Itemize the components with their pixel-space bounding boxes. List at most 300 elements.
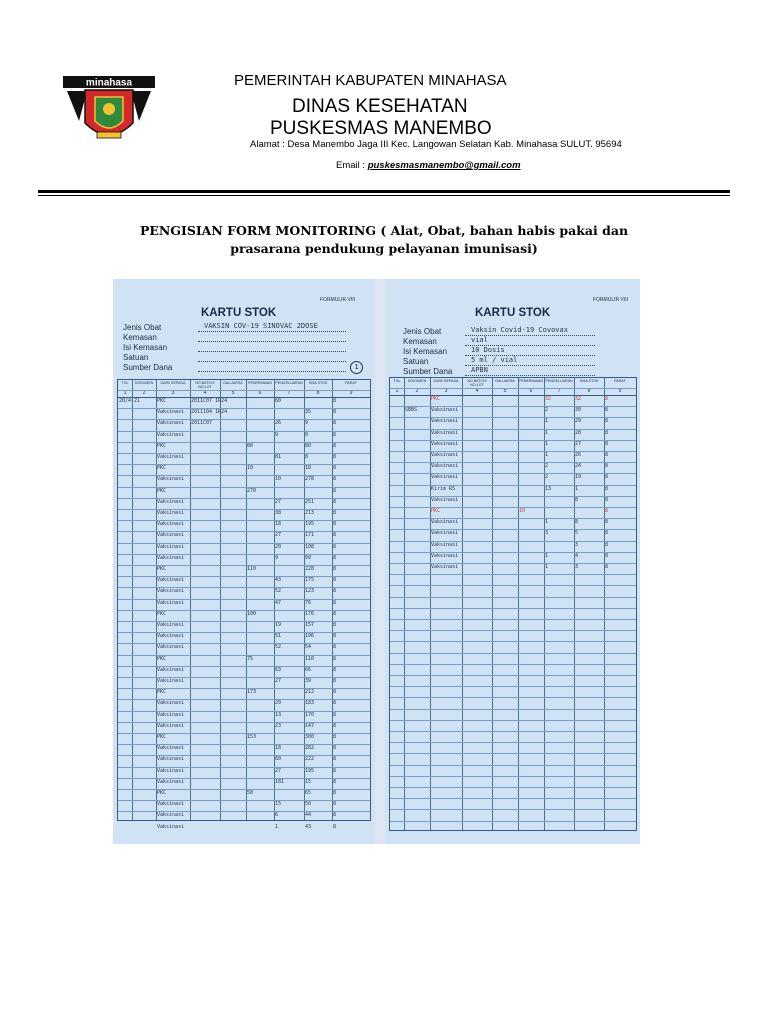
table-cell: 222 — [305, 756, 315, 763]
row-divider — [390, 776, 636, 777]
form-code: FORMULIR VIII — [320, 297, 356, 303]
table-cell: 8 — [575, 519, 579, 526]
table-cell: 8 — [333, 801, 337, 808]
table-cell: 100 — [247, 610, 257, 617]
table-cell: Kirim RS — [431, 485, 456, 492]
table-cell: 183 — [305, 700, 315, 707]
table-cell: 20/4-21 — [119, 398, 141, 404]
field-label: Jenis Obat — [123, 323, 162, 332]
table-cell: 8 — [333, 756, 337, 763]
header-divider — [390, 388, 636, 389]
table-cell: 8 — [333, 577, 337, 584]
table-cell: PKC — [157, 465, 167, 472]
column-number: 5 — [231, 390, 235, 396]
table-cell: 10 — [275, 476, 282, 483]
column-number: 1 — [123, 390, 127, 396]
table-cell: 8 — [333, 711, 337, 718]
email-label: Email : — [336, 160, 368, 171]
table-cell: 8 — [605, 485, 609, 492]
table-cell: 8 — [333, 465, 337, 472]
table-cell: 8 — [333, 442, 337, 449]
table-cell: 8 — [333, 790, 337, 796]
table-cell: 18 — [305, 465, 312, 472]
table-cell: Vaksinasi — [431, 519, 459, 526]
email-address[interactable]: puskesmasmanembo@gmail.com — [367, 160, 521, 171]
row-divider — [390, 742, 636, 743]
field-value: APBN — [471, 366, 488, 374]
table-cell: Vaksinasi — [157, 454, 185, 460]
table-cell: PKC — [157, 610, 167, 617]
table-cell: PKC — [157, 398, 167, 404]
table-cell: Vaksinasi — [431, 496, 459, 503]
table-cell: 173 — [247, 689, 257, 696]
table-cell: 8 — [605, 429, 609, 436]
table-cell: 110 — [305, 655, 315, 662]
column-divider — [492, 378, 493, 830]
row-divider — [390, 821, 636, 822]
table-cell: Vaksinasi — [431, 530, 459, 537]
field-line — [465, 375, 595, 376]
table-cell: 8 — [333, 655, 337, 662]
table-cell: 8 — [333, 812, 337, 819]
table-cell: 123 — [305, 588, 315, 595]
column-number: 6 — [529, 388, 533, 394]
row-divider — [390, 585, 636, 586]
table-cell: 13 — [275, 711, 282, 718]
table-cell: 171 — [305, 532, 315, 539]
column-header: DALUARSA — [495, 379, 515, 383]
table-cell: Vaksinasi — [157, 644, 185, 651]
column-header: DARI/ KEPADA — [433, 379, 459, 383]
table-cell: Vaksinasi — [431, 541, 459, 548]
field-line — [198, 351, 346, 352]
table-cell: 8 — [305, 454, 309, 460]
table-cell: Vaksinasi — [157, 778, 185, 785]
row-divider — [390, 619, 636, 620]
field-label: Sumber Dana — [123, 363, 173, 372]
table-cell: 195 — [305, 521, 315, 528]
table-cell: 10 — [519, 508, 526, 514]
table-cell: Vaksinasi — [157, 812, 185, 819]
table-cell: 8 — [333, 823, 337, 830]
table-cell: 76 — [305, 599, 312, 606]
row-divider — [390, 787, 636, 788]
table-cell: 26 — [575, 452, 582, 458]
table-cell: Vaksinasi — [157, 532, 185, 539]
table-cell: 1 — [545, 564, 549, 570]
facility-name: PUSKESMAS MANEMBO — [270, 118, 492, 139]
table-cell: 170 — [305, 711, 315, 718]
field-line — [198, 341, 346, 342]
table-cell: 4 — [575, 552, 579, 559]
column-number: 6 — [258, 390, 262, 396]
column-number: 4 — [475, 388, 479, 394]
row-divider — [390, 507, 636, 508]
field-label: Satuan — [403, 357, 429, 366]
stock-card-right — [385, 279, 640, 844]
column-header: PARAF — [614, 379, 626, 383]
table-cell: 8 — [333, 599, 337, 606]
table-cell: 8 — [333, 543, 337, 550]
facility-address: Alamat : Desa Manembo Jaga III Kec. Langowan Selatan Kab. Minahasa SULUT. 95694 — [250, 139, 622, 150]
table-cell: 6 — [275, 812, 279, 819]
table-cell: 110 — [247, 566, 257, 572]
table-cell: Vaksinasi — [157, 543, 185, 550]
column-number: 8 — [587, 388, 591, 394]
table-cell: 8 — [605, 552, 609, 559]
table-cell: 0 — [305, 431, 309, 438]
table-cell: 8 — [333, 420, 337, 427]
field-value: 5 ml / vial — [471, 356, 518, 364]
stock-table — [389, 377, 637, 831]
row-divider — [390, 753, 636, 754]
column-header: PENERIMAAN — [248, 381, 272, 385]
table-cell: 8 — [333, 767, 337, 774]
column-divider — [462, 378, 463, 830]
table-cell: PKC — [157, 790, 167, 796]
table-cell: 8 — [605, 519, 609, 526]
table-cell: Vaksinasi — [157, 666, 185, 673]
table-cell: Vaksinasi — [431, 440, 459, 447]
table-cell: 300 — [305, 734, 315, 740]
table-cell: 35 — [305, 409, 312, 416]
table-cell: 2 — [545, 463, 549, 470]
table-cell: Vaksinasi — [157, 510, 185, 516]
row-divider — [390, 686, 636, 687]
column-header: PENGELUARAN — [275, 381, 303, 385]
column-divider — [404, 378, 405, 830]
table-cell: 9 — [275, 431, 279, 438]
table-cell: Vaksinasi — [157, 554, 185, 561]
table-cell: 8 — [333, 398, 337, 404]
table-cell: 278 — [305, 476, 315, 483]
table-cell: 19 — [275, 622, 282, 628]
table-cell: 8 — [333, 454, 337, 460]
table-cell: 29 — [575, 418, 582, 425]
table-cell: PKC — [157, 566, 167, 572]
table-cell: 8 — [333, 633, 337, 640]
table-cell: 81 — [275, 454, 282, 460]
form-code: FORMULIR VIII — [593, 297, 629, 303]
column-header: TGL — [121, 381, 129, 385]
table-cell: 63 — [275, 666, 282, 673]
table-cell: 38 — [275, 510, 282, 516]
table-cell: Vaksinasi — [157, 801, 185, 808]
table-cell: 270 — [247, 487, 257, 494]
table-cell: 8 — [333, 532, 337, 539]
table-cell: Vaksinasi — [157, 767, 185, 774]
table-cell: 8 — [333, 678, 337, 684]
row-divider — [390, 630, 636, 631]
table-cell: 3 — [545, 530, 549, 537]
table-cell: 32 — [575, 396, 582, 402]
table-cell: 8 — [605, 496, 609, 503]
table-cell: 228 — [305, 566, 315, 572]
field-label: Isi Kemasan — [123, 343, 168, 352]
table-cell: Vaksinasi — [157, 498, 185, 505]
column-divider — [190, 380, 191, 820]
table-cell: 8 — [605, 474, 609, 481]
table-cell: SBBS — [405, 407, 418, 414]
row-divider — [390, 641, 636, 642]
column-number: 7 — [287, 390, 291, 396]
column-header: NO.BATCH/ NO.LOT — [467, 379, 487, 387]
logo-text: minahasa — [85, 77, 133, 89]
stock-card-left — [113, 279, 375, 844]
row-divider — [390, 765, 636, 766]
table-cell: 28 — [575, 429, 582, 436]
table-cell: 3 — [575, 541, 579, 548]
table-cell: 8 — [333, 722, 337, 729]
table-cell: Vaksinasi — [157, 711, 185, 718]
column-divider — [220, 380, 221, 820]
column-header: TGL — [393, 379, 401, 383]
table-cell: 99 — [305, 554, 312, 561]
table-cell: 2011104 1R24 — [191, 409, 228, 416]
table-cell: 8 — [333, 554, 337, 561]
table-cell: 2 — [545, 474, 549, 481]
column-header: DOKUMEN — [407, 379, 427, 383]
table-cell: 8 — [333, 510, 337, 516]
column-number: 2 — [142, 390, 146, 396]
field-label: Jenis Obat — [403, 327, 442, 336]
table-cell: 157 — [305, 622, 315, 628]
column-header: SISA STOK — [308, 381, 328, 385]
department-name: DINAS KESEHATAN — [292, 96, 468, 117]
table-cell: 2011C07 1R24 — [191, 398, 228, 404]
table-cell: 8 — [333, 644, 337, 651]
row-divider — [390, 731, 636, 732]
table-cell: PKC — [157, 734, 167, 740]
table-cell: 8 — [605, 508, 609, 514]
table-cell: Vaksinasi — [431, 552, 459, 559]
table-cell: 195 — [305, 767, 315, 774]
table-cell: 52 — [275, 588, 282, 595]
row-divider — [390, 709, 636, 710]
table-cell: 1 — [545, 418, 549, 425]
table-cell: 9 — [305, 420, 309, 427]
table-cell: 43 — [275, 577, 282, 584]
table-cell: 8 — [333, 409, 337, 416]
table-cell: Vaksinasi — [157, 588, 185, 595]
field-value: Vaksin Covid-19 Covovax — [471, 326, 568, 334]
table-cell: 8 — [605, 541, 609, 548]
table-cell: Vaksinasi — [431, 564, 459, 570]
table-cell: 108 — [305, 543, 315, 550]
table-cell: 13 — [545, 485, 552, 492]
table-cell: 65 — [305, 790, 312, 796]
table-cell: 8 — [605, 407, 609, 414]
table-cell: Vaksinasi — [157, 633, 185, 640]
card-title: KARTU STOK — [201, 307, 277, 319]
field-value: vial — [471, 336, 488, 344]
table-cell: Vaksinasi — [157, 745, 185, 752]
column-header: PARAF — [345, 381, 357, 385]
table-cell: 8 — [333, 487, 337, 494]
table-cell: Vaksinasi — [157, 599, 185, 606]
table-cell: 8 — [333, 622, 337, 628]
table-cell: 251 — [305, 498, 315, 505]
table-cell: 39 — [305, 678, 312, 684]
field-label: Kemasan — [123, 333, 157, 342]
table-cell: 24 — [575, 463, 582, 470]
table-cell: 8 — [333, 566, 337, 572]
field-label: Satuan — [123, 353, 149, 362]
field-value: VAKSIN COV-19 SINOVAC 2DOSE — [204, 322, 318, 330]
table-cell: 66 — [305, 666, 312, 673]
table-cell: 8 — [605, 396, 609, 402]
stock-card-photo — [113, 279, 640, 844]
table-cell: 2011C07 — [191, 420, 213, 427]
table-cell: 1 — [545, 552, 549, 559]
table-cell: 8 — [605, 452, 609, 458]
row-divider — [390, 574, 636, 575]
table-cell: PKC — [157, 689, 167, 696]
table-cell: 54 — [305, 644, 312, 651]
table-cell: 30 — [575, 407, 582, 414]
column-number: 8 — [316, 390, 320, 396]
table-cell: 181 — [275, 778, 285, 785]
field-line — [198, 331, 346, 332]
table-cell: 8 — [333, 666, 337, 673]
stock-table — [117, 379, 371, 830]
table-cell: 80 — [247, 442, 254, 449]
table-cell: 8 — [333, 498, 337, 505]
table-cell: Vaksinasi — [157, 700, 185, 707]
table-cell: 15 — [275, 801, 282, 808]
column-header: SISA STOK — [579, 379, 599, 383]
table-cell: Vaksinasi — [431, 429, 459, 436]
table-cell: Vaksinasi — [431, 407, 459, 414]
row-divider — [390, 720, 636, 721]
table-cell: 47 — [275, 599, 282, 606]
table-cell: 8 — [333, 588, 337, 595]
table-cell: 1 — [545, 452, 549, 458]
table-cell: 8 — [333, 610, 337, 617]
table-cell: Vaksinasi — [431, 452, 459, 458]
card-title: KARTU STOK — [475, 307, 551, 319]
column-number: 7 — [557, 388, 561, 394]
column-number: 2 — [415, 388, 419, 394]
table-cell: Vaksinasi — [157, 622, 185, 628]
table-cell: 8 — [333, 734, 337, 740]
table-cell: 147 — [305, 722, 315, 729]
table-cell: 10 — [247, 465, 254, 472]
table-cell: 44 — [305, 812, 312, 819]
table-cell: Vaksinasi — [157, 409, 185, 416]
table-cell: 8 — [333, 778, 337, 785]
table-cell: 106 — [305, 633, 315, 640]
table-cell: 176 — [305, 610, 315, 617]
table-cell: 51 — [275, 633, 282, 640]
table-cell: 20 — [275, 543, 282, 550]
letterhead-divider-thin — [38, 195, 730, 196]
table-cell: Vaksinasi — [157, 756, 185, 763]
heading-line-1: PENGISIAN FORM MONITORING ( Alat, Obat, bahan habis pakai dan — [139, 223, 629, 238]
table-cell: 8 — [333, 700, 337, 707]
field-line — [198, 361, 346, 362]
table-cell: Vaksinasi — [157, 722, 185, 729]
table-cell: 282 — [305, 745, 315, 752]
table-cell: Vaksinasi — [157, 420, 185, 427]
column-header: PENGELUARAN — [545, 379, 573, 383]
table-cell: 8 — [605, 440, 609, 447]
column-number: 3 — [171, 390, 175, 396]
table-cell: PKC — [157, 655, 167, 662]
table-cell: 8 — [605, 530, 609, 537]
letterhead-divider — [38, 190, 730, 193]
table-cell: 1 — [275, 823, 279, 830]
table-cell: 8 — [333, 476, 337, 483]
table-cell: 15 — [305, 778, 312, 785]
table-cell: 60 — [275, 756, 282, 763]
table-cell: 26 — [275, 420, 282, 427]
row-divider — [390, 653, 636, 654]
table-cell: 27 — [275, 532, 282, 539]
minahasa-logo — [63, 75, 155, 147]
table-cell: 80 — [305, 442, 312, 449]
table-cell: 1 — [575, 485, 579, 492]
table-cell: Vaksinasi — [157, 431, 185, 438]
table-cell: 27 — [275, 767, 282, 774]
table-cell: 5 — [575, 530, 579, 537]
document-heading — [100, 222, 668, 258]
row-divider — [390, 664, 636, 665]
table-cell: 2 — [545, 407, 549, 414]
field-value: 10 Dosis — [471, 346, 505, 354]
page-number: 1 — [350, 361, 363, 374]
table-cell: 213 — [305, 510, 315, 516]
table-cell: 1 — [545, 429, 549, 436]
table-cell: 27 — [275, 678, 282, 684]
field-label: Isi Kemasan — [403, 347, 448, 356]
row-divider — [390, 798, 636, 799]
table-cell: 50 — [305, 801, 312, 808]
table-cell: 212 — [305, 689, 315, 696]
table-cell: 8 — [333, 745, 337, 752]
table-cell: 27 — [275, 498, 282, 505]
table-cell: PKC — [431, 508, 441, 514]
column-header: PENERIMAAN — [519, 379, 543, 383]
row-divider — [390, 809, 636, 810]
table-cell: PKC — [157, 442, 167, 449]
table-cell: 18 — [275, 521, 282, 528]
table-cell: 8 — [605, 564, 609, 570]
table-cell: Vaksinasi — [431, 418, 459, 425]
table-cell: 3 — [575, 564, 579, 570]
column-number: 9 — [618, 388, 622, 394]
row-divider — [390, 697, 636, 698]
column-number: 9 — [349, 390, 353, 396]
table-cell: 75 — [247, 655, 254, 662]
column-number: 5 — [503, 388, 507, 394]
table-cell: 8 — [605, 463, 609, 470]
table-cell: 60 — [275, 398, 282, 404]
column-header: DOKUMEN — [134, 381, 154, 385]
table-cell: PKC — [431, 396, 441, 402]
table-cell: 23 — [275, 722, 282, 729]
column-header: DALUARSA — [223, 381, 243, 385]
table-cell: Vaksinasi — [431, 463, 459, 470]
table-cell: Vaksinasi — [157, 521, 185, 528]
email-line — [336, 160, 521, 171]
heading-line-2: prasarana pendukung pelayanan imunisasi) — [230, 241, 538, 256]
row-divider — [390, 597, 636, 598]
table-cell: 8 — [333, 431, 337, 438]
table-cell: PKC — [157, 487, 167, 494]
column-divider — [518, 378, 519, 830]
table-cell: 32 — [545, 396, 552, 402]
